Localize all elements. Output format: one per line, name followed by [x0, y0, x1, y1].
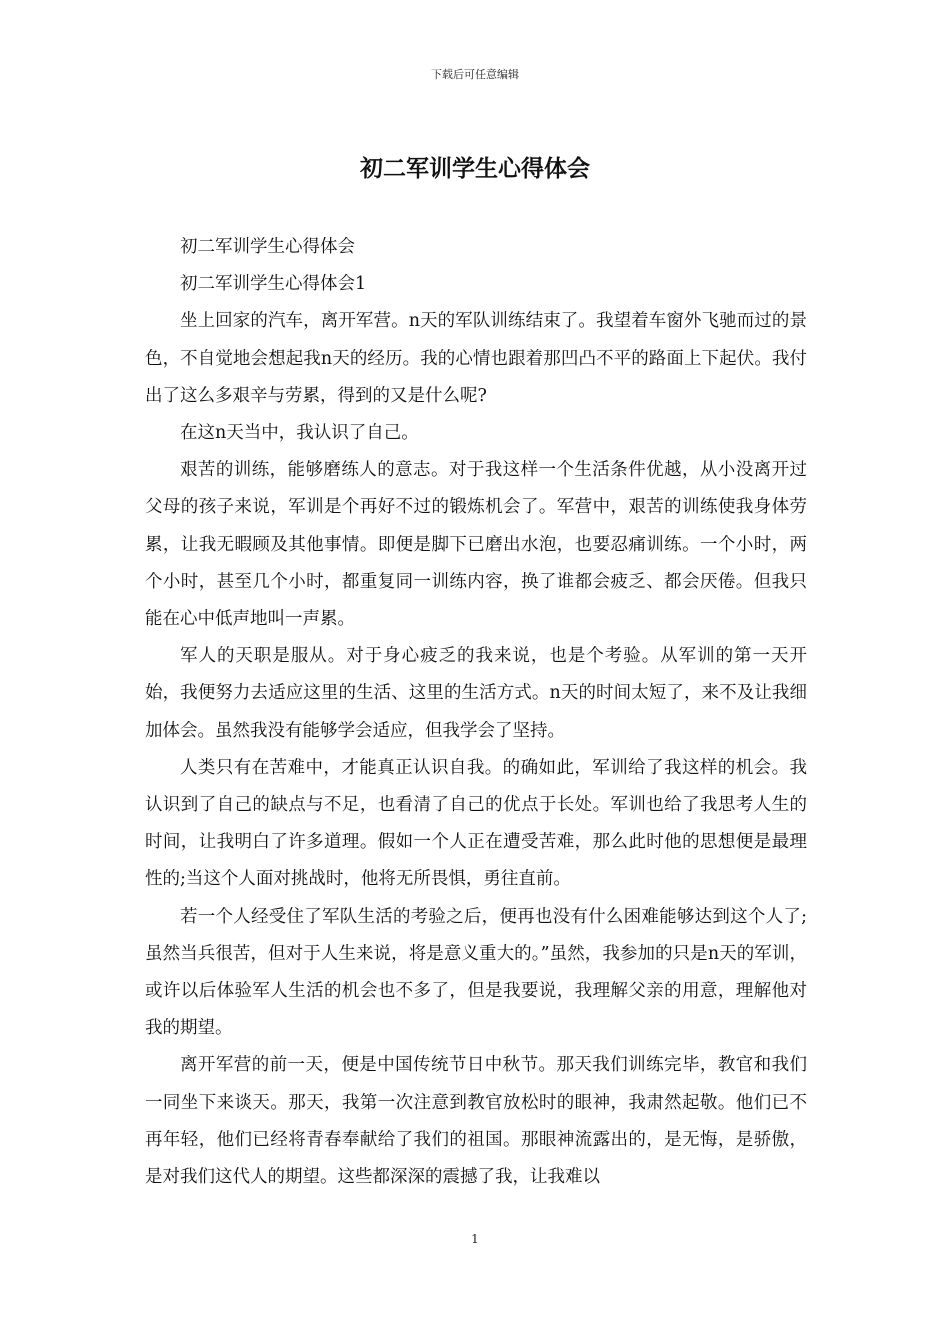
document-body — [145, 229, 807, 1196]
paragraph: 坐上回家的汽车，离开军营。n天的军队训练结束了。我望着车窗外飞驰而过的景色，不自觉地会想起我n天的经历。我的心情也跟着那凹凸不平的路面上下起伏。我付出了这么多艰辛与劳累，得到的又是什么呢? — [145, 311, 807, 406]
paragraph-section-heading: 初二军训学生心得体会1 — [180, 274, 367, 295]
page-number: 1 — [471, 1232, 479, 1246]
paragraph: 若一个人经受住了军队生活的考验之后，便再也没有什么困难能够达到这个人了;虽然当兵很苦，但对于人生来说，将是意义重大的。”虽然，我参加的只是n天的军训，或许以后体验军人生活的机会也不多了，但是我要说，我理解父亲的用意，理解他对我的期望。 — [145, 906, 807, 1039]
paragraph: 离开军营的前一天，便是中国传统节日中秋节。那天我们训练完毕，教官和我们一同坐下来谈天。那天，我第一次注意到教官放松时的眼神，我肃然起敬。他们已不再年轻，他们已经将青春奉献给了我们的祖国。那眼神流露出的，是无悔，是骄傲，是对我们这代人的期望。这些都深深的震撼了我，让我难以 — [145, 1055, 807, 1188]
paragraph: 艰苦的训练，能够磨练人的意志。对于我这样一个生活条件优越，从小没离开过父母的孩子来说，军训是个再好不过的锻炼机会了。军营中，艰苦的训练使我身体劳累，让我无暇顾及其他事情。即便是脚下已磨出水泡，也要忍痛训练。一个小时，两个小时，甚至几个小时，都重复同一训练内容，换了谁都会疲乏、都会厌倦。但我只能在心中低声地叫一声累。 — [145, 460, 807, 630]
paragraph: 在这n天当中，我认识了自己。 — [180, 423, 419, 444]
document-title: 初二军训学生心得体会 — [360, 155, 590, 182]
page-header-note: 下载后可任意编辑 — [431, 68, 519, 81]
paragraph-subtitle: 初二军训学生心得体会 — [180, 237, 355, 257]
paragraph: 人类只有在苦难中，才能真正认识自我。的确如此，军训给了我这样的机会。我认识到了自己的缺点与不足，也看清了自己的优点于长处。军训也给了我思考人生的时间，让我明白了许多道理。假如一个人正在遭受苦难，那么此时他的思想便是最理性的;当这个人面对挑战时，他将无所畏惧，勇往直前。 — [145, 757, 807, 890]
paragraph: 军人的天职是服从。对于身心疲乏的我来说，也是个考验。从军训的第一天开始，我便努力去适应这里的生活、这里的生活方式。n天的时间太短了，来不及让我细加体会。虽然我没有能够学会适应，但我学会了坚持。 — [145, 646, 807, 741]
